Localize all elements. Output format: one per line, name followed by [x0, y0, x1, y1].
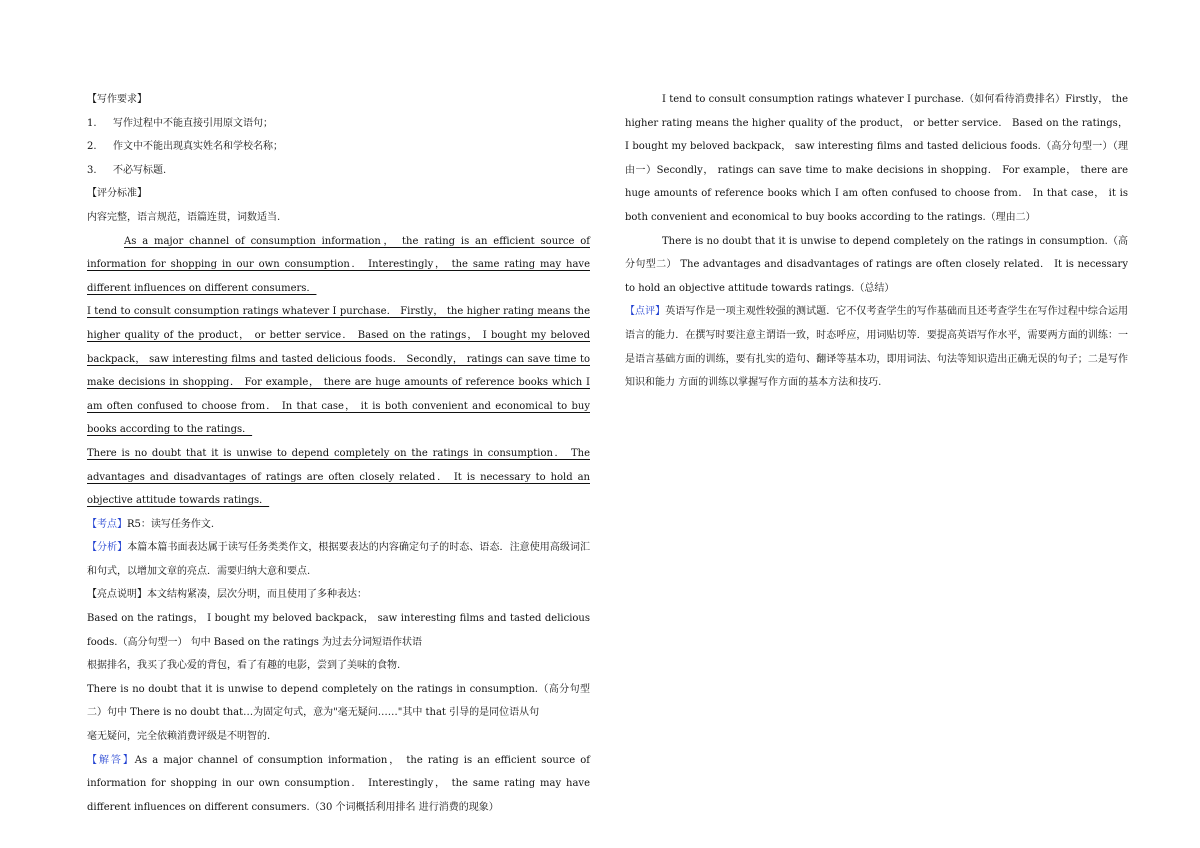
answer-paragraph-1: I tend to consult consumption ratings whatever I purchase.（如何看待消费排名）Firstly， the higher rating means the higher quality of the product， or better service． Based on the ratings， I bought my beloved backpack， saw interesting films and tasted delicious foods.（高分句型一）（理由一）Secondly， ratings can save time to make decisions in shopping． For example， there are huge amounts of reference books which I am often confused to choose from． In that case， it is both convenient and economical to buy books according to the ratings.（理由二） [625, 94, 1128, 223]
dianping: 【点评】英语写作是一项主观性较强的测试题．它不仅考查学生的写作基础而且还考查学生在写作过程中综合运用语言的能力．在撰写时要注意主谓语一致，时态呼应，用词贴切等．要提高英语写作水平，需要两方面的训练：一是语言基础方面的训练，要有扎实的造句、翻译等基本功，即用词法、句法等知识造出正确无误的句子；二是写作知识和能力 方面的训练以掌握写作方面的基本方法和技巧. [625, 306, 1129, 389]
requirements-heading: 【写作要求】 [87, 94, 147, 105]
kaodian: 【考点】R5：读写任务作文. [87, 518, 215, 530]
dianping-tag: 【点评】 [625, 306, 666, 318]
liangdian: 【亮点说明】本文结构紧凑，层次分明，而且使用了多种表达： [87, 589, 367, 601]
essay-paragraph-3: There is no doubt that it is unwise to depend completely on the ratings in consumption． The advantages and disadvantages of ratings are often closely related． It is necessary to hold an objective attitude towards ratings． [87, 447, 590, 507]
requirement-item: 2. 作文中不能出现真实姓名和学校名称； [87, 141, 283, 153]
liangdian-heading: 【亮点说明】 [87, 589, 147, 601]
kaodian-tag: 【考点】 [87, 518, 127, 530]
requirement-item: 3. 不必写标题. [87, 164, 167, 176]
criteria-heading: 【评分标准】 [87, 188, 147, 200]
criteria-text: 内容完整，语言规范，语篇连贯，词数适当. [87, 211, 281, 223]
liangdian-2: There is no doubt that it is unwise to depend completely on the ratings in consumption.（高分句型二）句中 There is no doubt that…为固定句式，意为"毫无疑问……"其中 that 引导的是同位语从句 [87, 683, 590, 719]
liangdian-1: Based on the ratings， I bought my beloved backpack， saw interesting films and tasted delicious foods.（高分句型一） 句中 Based on the ratings 为过去分词短语作状语 [87, 613, 590, 648]
requirement-item: 1. 写作过程中不能直接引用原文语句； [87, 117, 273, 129]
right-column [625, 88, 1128, 395]
liangdian-2-cn: 毫无疑问，完全依赖消费评级是不明智的. [87, 731, 271, 743]
jieda-tag: 【解答】 [87, 754, 135, 766]
essay-paragraph-1: As a major channel of consumption information， the rating is an efficient source of information for shopping in our own consumption． Interestingly， the same rating may have different influences on different consumers． [87, 235, 590, 294]
fenxi-tag: 【分析】 [87, 542, 128, 554]
left-column [87, 88, 590, 819]
liangdian-1-cn: 根据排名，我买了我心爱的背包，看了有趣的电影，尝到了美味的食物. [87, 660, 401, 672]
essay-paragraph-2: I tend to consult consumption ratings whatever I purchase． Firstly， the higher rating means the higher quality of the product， or better service． Based on the ratings， I bought my beloved backpack， saw interesting films and tasted delicious foods． Secondly， ratings can save time to make decisions in shopping． For example， there are huge amounts of reference books which I am often confused to choose from． In that case， it is both convenient and economical to buy books according to the ratings． [87, 306, 590, 436]
jieda: 【解答】As a major channel of consumption information， the rating is an efficient source of information for shopping in our own consumption． Interestingly， the same rating may have different influences on different consumers.（30 个词概括利用排名 进行消费的现象） [87, 754, 591, 813]
answer-paragraph-2: There is no doubt that it is unwise to depend completely on the ratings in consumption.（高分句型二） The advantages and disadvantages of ratings are often closely related． It is necessary to hold an objective attitude towards ratings.（总结） [625, 235, 1128, 294]
fenxi: 【分析】本篇本篇书面表达属于读写任务类类作文，根据要表达的内容确定句子的时态、语态．注意使用高级词汇和句式，以增加文章的亮点．需要归纳大意和要点. [87, 542, 591, 577]
